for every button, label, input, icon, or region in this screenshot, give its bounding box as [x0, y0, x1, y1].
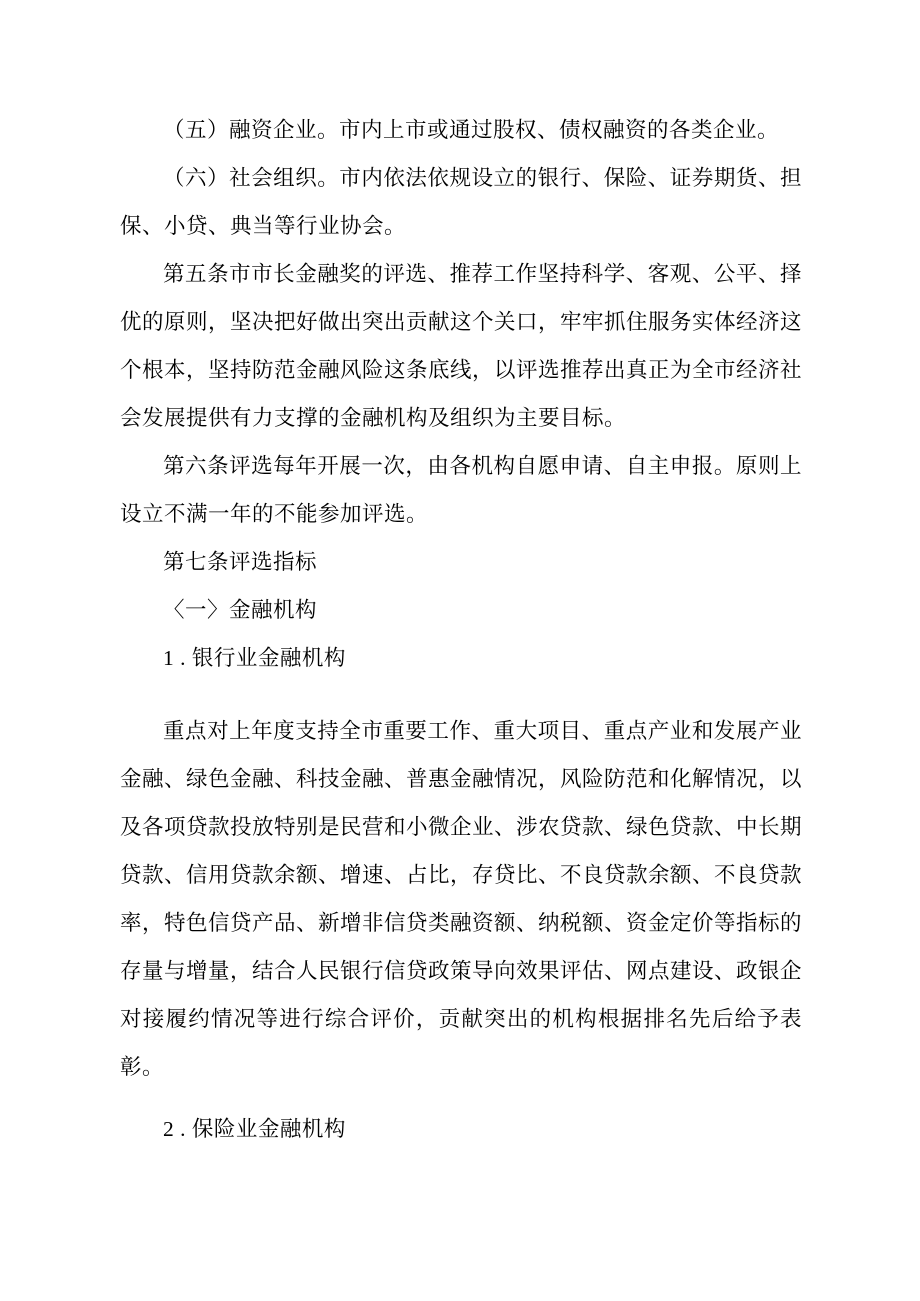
paragraph-article-6: 第六条评选每年开展一次，由各机构自愿申请、自主申报。原则上设立不满一年的不能参加评选。 [120, 454, 802, 526]
paragraph-subsection-2-insurance-institutions: 2 . 保险业金融机构 [163, 1117, 346, 1141]
paragraph-item-6-social-organizations: （六）社会组织。市内依法依规设立的银行、保险、证券期货、担保、小贷、典当等行业协会。 [120, 166, 802, 238]
paragraph-article-5: 第五条市市长金融奖的评选、推荐工作坚持科学、客观、公平、择优的原则，坚决把好做出突出贡献这个关口，牢牢抓住服务实体经济这个根本，坚持防范金融风险这条底线，以评选推荐出真正为全市经济社会发展提供有力支撑的金融机构及组织为主要目标。 [120, 262, 803, 430]
paragraph-section-1-financial-institutions: 〈一〉金融机构 [163, 598, 318, 622]
paragraph-banking-evaluation-criteria: 重点对上年度支持全市重要工作、重大项目、重点产业和发展产业金融、绿色金融、科技金融、普惠金融情况，风险防范和化解情况，以及各项贷款投放特别是民营和小微企业、涉农贷款、绿色贷款、中长期贷款、信用贷款余额、增速、占比，存贷比、不良贷款余额、不良贷款率，特色信贷产品、新增非信贷类融资额、纳税额、资金定价等指标的存量与增量，结合人民银行信贷政策导向效果评估、网点建设、政银企对接履约情况等进行综合评价，贡献突出的机构根据排名先后给予表彰。 [120, 719, 803, 1079]
paragraph-item-5-financing-enterprises: （五）融资企业。市内上市或通过股权、债权融资的各类企业。 [163, 118, 780, 142]
paragraph-subsection-1-banking-institutions: 1 . 银行业金融机构 [163, 646, 346, 670]
paragraph-article-7-heading: 第七条评选指标 [163, 550, 318, 574]
